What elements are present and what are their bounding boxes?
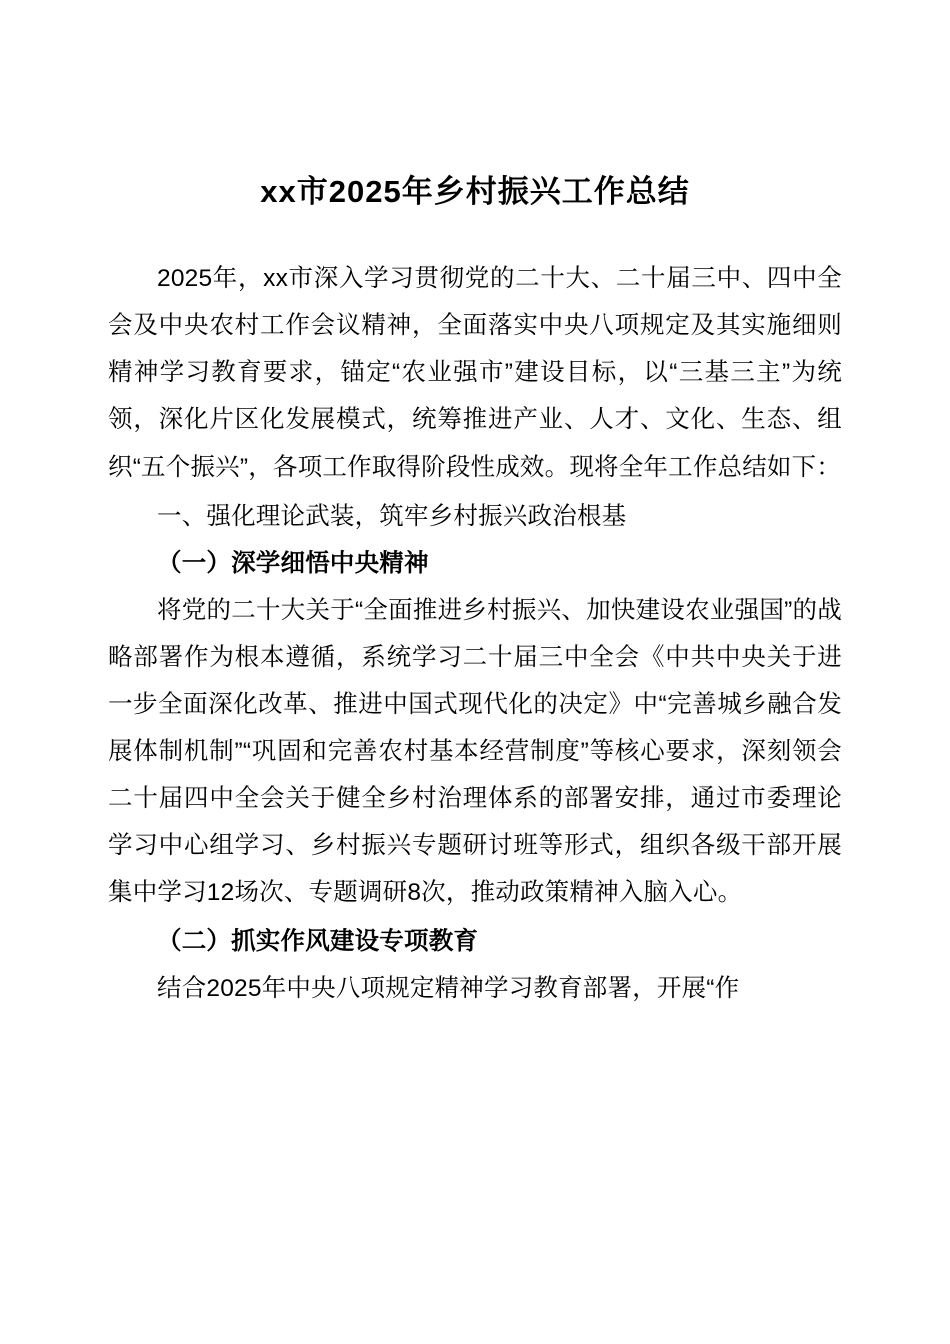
section-heading-level2: （二）抓实作风建设专项教育 [157, 927, 479, 955]
section-heading-level2: （一）深学细悟中央精神 [157, 549, 429, 577]
body-paragraph: 将党的二十大关于“全面推进乡村振兴、加快建设农业强国”的战略部署作为根本遵循，系统学习二十届三中全会《中共中央关于进一步全面深化改革、推进中国式现代化的决定》中“完善城乡融合发展体制机制”“巩固和完善农村基本经营制度”等核心要求，深刻领会二十届四中全会关于健全乡村治理体系的部署安排，通过市委理论学习中心组学习、乡村振兴专题研讨班等形式，组织各级干部开展集中学习12场次、专题调研8次，推动政策精神入脑入心。 [108, 596, 842, 906]
body-paragraph: 2025年，xx市深入学习贯彻党的二十大、二十届三中、四中全会及中央农村工作会议精神，全面落实中央八项规定及其实施细则精神学习教育要求，锚定“农业强市”建设目标，以“三基三主”为统领，深化片区化发展模式，统筹推进产业、人才、文化、生态、组织“五个振兴”，各项工作取得阶段性成效。现将全年工作总结如下： [108, 265, 842, 481]
body-paragraph: 结合2025年中央八项规定精神学习教育部署，开展“作 [157, 974, 740, 1002]
page-title: xx市2025年乡村振兴工作总结 [260, 174, 690, 209]
section-heading-level1: 一、强化理论武装，筑牢乡村振兴政治根基 [157, 502, 627, 530]
